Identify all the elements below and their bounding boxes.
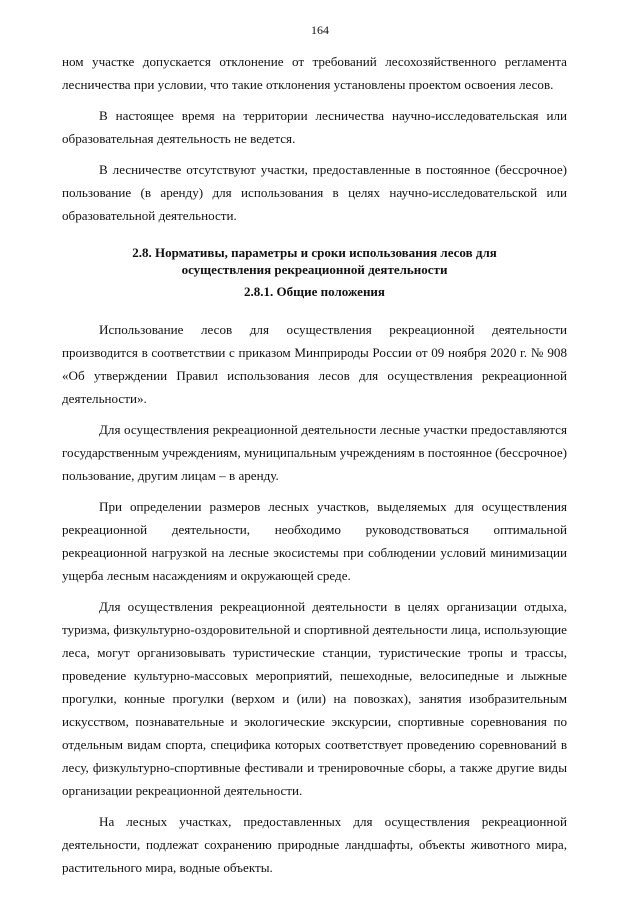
paragraph-plot-size: При определении размеров лесных участков, выделяемых для осуществления рекреационной деятельности, необходимо руководствоваться оптимальной рекреационной нагрузкой на лесные экосистемы при соблюдении условий минимизации ущерба лесным насаждениям и окружающей среде. (62, 499, 567, 583)
paragraph-no-plots: В лесничестве отсутствуют участки, предоставленные в постоянное (бессрочное) пользование (в аренду) для использования в целях научно-исследовательской или образовательной деятельности. (62, 162, 567, 223)
section-heading-line: 2.8. Нормативы, параметры и сроки использования лесов для (132, 245, 497, 260)
section-heading (62, 244, 567, 278)
paragraph-order-reference: Использование лесов для осуществления рекреационной деятельности производится в соответствии с приказом Минприроды России от 09 ноября 2020 г. № 908 «Об утверждении Правил использования лесов для осуществления рекреационной деятельности». (62, 322, 567, 406)
paragraph-continuation: ном участке допускается отклонение от требований лесохозяйственного регламента лесничества при условии, что такие отклонения установлены проектом освоения лесов. (62, 54, 567, 92)
paragraph-plot-provision: Для осуществления рекреационной деятельности лесные участки предоставляются государственным учреждениям, муниципальным учреждениям в постоянное (бессрочное) пользование, другим лицам – в аренду. (62, 422, 567, 483)
page-number: 164 (311, 23, 329, 37)
intro-text-block (62, 50, 567, 235)
subsection-heading: 2.8.1. Общие положения (244, 284, 385, 299)
section-heading-line: осуществления рекреационной деятельности (181, 262, 448, 277)
paragraph-preservation: На лесных участках, предоставленных для осуществления рекреационной деятельности, подлежат сохранению природные ландшафты, объекты животного мира, растительного мира, водные объекты. (62, 814, 567, 875)
paragraph-research-activity: В настоящее время на территории лесничества научно-исследовательская или образовательная деятельность не ведется. (62, 108, 567, 146)
general-provisions-text-block (62, 318, 567, 887)
paragraph-recreation-activities: Для осуществления рекреационной деятельности в целях организации отдыха, туризма, физкультурно-оздоровительной и спортивной деятельности лица, использующие леса, могут организовывать туристические станции, туристические тропы и трассы, проведение культурно-массовых мероприятий, пешеходные, велосипедные и лыжные прогулки, конные прогулки (верхом и (или) на повозках), занятия изобразительным искусством, познавательные и экологические экскурсии, спортивные соревнования по отдельным видам спорта, специфика которых соответствует проведению соревнований в лесу, физкультурно-спортивные фестивали и тренировочные сборы, а также другие виды организации рекреационной деятельности. (62, 599, 567, 798)
